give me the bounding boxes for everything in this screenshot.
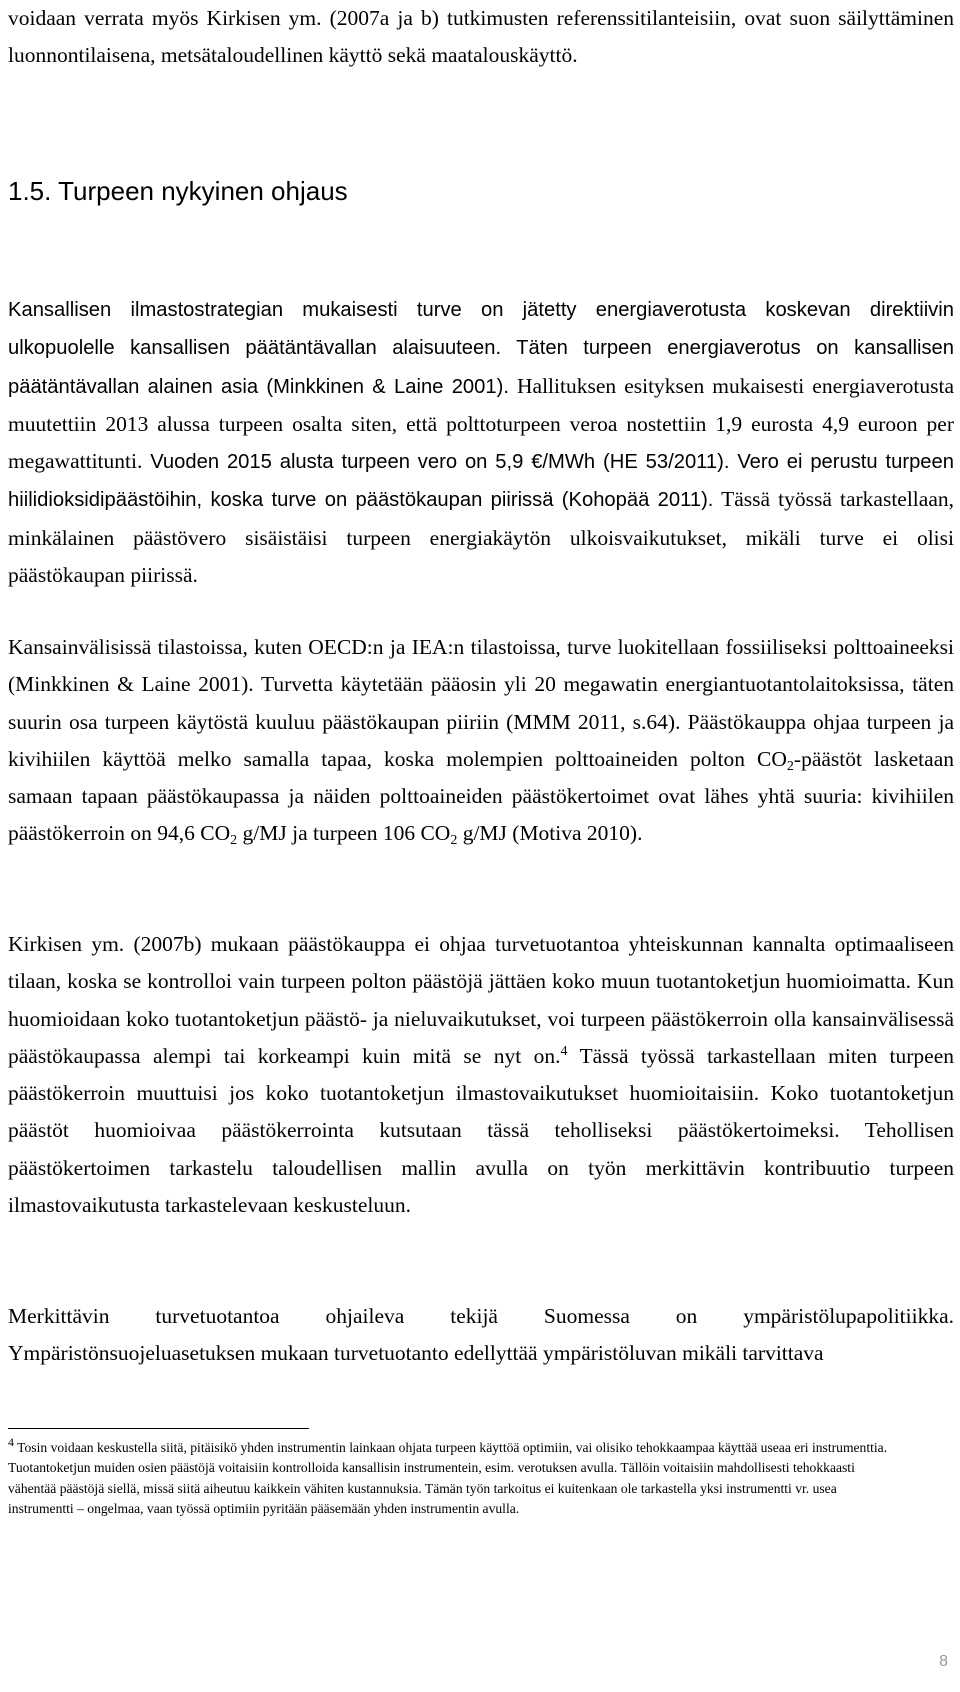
- paragraph-3-text-1: Kirkisen ym. (2007b) mukaan päästökauppa ei ohjaa turvetuotantoa yhteiskunnan kannalta optimaaliseen tilaan, koska se kontrolloi vain turpeen polton päästöjä jättäen koko muun tuotantoketjun huomioimatta. Kun huomioidaan koko tuotantoketjun päästö- ja nieluvaikutukset, voi turpeen päästökerroin olla kansainvälisessä päästökaupassa alempi tai korkeampi kuin mitä se nyt on.: [8, 932, 954, 1068]
- paragraph-4: Merkittävin turvetuotantoa ohjaileva tekijä Suomessa on ympäristölupapolitiikka. Ympäristönsuojeluasetuksen mukaan turvetuotanto edellyttää ympäristöluvan mikäli tarvittava: [8, 1304, 954, 1366]
- paragraph-2: [8, 629, 954, 853]
- paragraph-1-part-b: Hallituksen esityksen mukaisesti energiaverotusta muutettiin 2013 alussa turpeen osalta siten, että polttoturpeen veroa nostettiin 1,9 eurosta 4,9 euroon per megawattitunti.: [8, 373, 954, 474]
- paragraph-2-text-2: -päästöt lasketaan samaan tapaan päästökaupassa ja näiden polttoaineiden päästökertoimet ovat lähes yhtä suuria: kivihiilen päästökerroin on 94,6 CO: [8, 746, 954, 846]
- co2-subscript: 2: [450, 833, 458, 849]
- section-heading: 1.5. Turpeen nykyinen ohjaus: [8, 176, 348, 206]
- paragraph-1-part-d: Tässä työssä tarkastellaan, minkälainen päästövero sisäistäisi turpeen energiakäytön ulkoisvaikutukset, mikäli turve ei olisi päästökaupan piirissä.: [8, 487, 954, 588]
- footnote-divider: [8, 1428, 309, 1429]
- footnote-text: Tosin voidaan keskustella siitä, pitäisikö yhden instrumentin lainkaan ohjata turpeen käyttöä optimiin, vai olisiko tehokkaampaa käyttää useaa eri instrumenttia. Tuotantoketjun muiden osien päästöjä voitaisiin kontrolloida kansallisin instrumentein, esim. verotuksen avulla. Tällöin voitaisiin mahdollisesti tehokkaasti vähentää päästöjä siellä, missä siitä aiheutuu kaikkein vähiten kustannuksia. Tämän työn tarkoitus ei kuitenkaan ole tarkastella yksi instrumentti vr. usea instrumentti – ongelmaa, vaan työssä optimiin pyritään pääsemään yhden instrumentin avulla.: [8, 1440, 888, 1516]
- paragraph-2-text-4: g/MJ (Motiva 2010).: [457, 821, 643, 846]
- co2-subscript: 2: [786, 758, 794, 774]
- paragraph-1: [8, 291, 954, 594]
- paragraph-2-text-3: g/MJ ja turpeen 106 CO: [237, 821, 451, 846]
- footnote: [8, 1435, 888, 1519]
- paragraph-2-text-1: Kansainvälisissä tilastoissa, kuten OECD:n ja IEA:n tilastoissa, turve luokitellaan fossiiliseksi polttoaineeksi (Minkkinen & Laine 2001). Turvetta käytetään pääosin yli 20 megawatin energiantuotantolaitoksissa, täten suurin osa turpeen käytöstä kuuluu päästökaupan piiriin (MMM 2011, s.64). Päästökauppa ohjaa turpeen ja kivihiilen käyttöä melko samalla tapaa, koska molempien polttoaineiden polton CO: [8, 635, 954, 771]
- paragraph-1-part-a: Kansallisen ilmastostrategian mukaisesti turve on jätetty energiaverotusta koskevan direktiivin ulkopuolelle kansallisen päätäntävallan alaisuuteen. Täten turpeen energiaverotus on kansallisen päätäntävallan alainen asia (Minkkinen & Laine 2001).: [8, 299, 954, 398]
- paragraph-3: [8, 926, 954, 1224]
- paragraph-1-part-c: Vuoden 2015 alusta turpeen vero on 5,9 €/MWh (HE 53/2011). Vero ei perustu turpeen hiilidioksidipäästöihin, koska turve on päästökaupan piirissä (Kohopää 2011).: [8, 451, 954, 512]
- document-page: [8, 0, 954, 1692]
- co2-subscript: 2: [230, 833, 238, 849]
- paragraph-3-text-2: Tässä työssä tarkastellaan miten turpeen päästökerroin muuttuisi jos koko tuotantoketjun ilmastovaikutukset huomioitaisiin. Koko tuotantoketjun päästöt huomioivaa päästökerrointa kutsutaan tässä teholliseksi päästökertoimeksi. Tehollisen päästökertoimen tarkastelu taloudellisen mallin avulla on työn merkittävin kontribuutio turpeen ilmastovaikutusta tarkastelevaan keskusteluun.: [8, 1043, 954, 1218]
- footnote-reference[interactable]: 4: [560, 1043, 568, 1059]
- intro-paragraph: voidaan verrata myös Kirkisen ym. (2007a ja b) tutkimusten referenssitilanteisiin, ovat suon säilyttäminen luonnontilaisena, metsätaloudellinen käyttö sekä maatalouskäyttö.: [8, 6, 954, 68]
- footnote-number: 4: [8, 1435, 14, 1449]
- page-number: 8: [939, 1653, 948, 1670]
